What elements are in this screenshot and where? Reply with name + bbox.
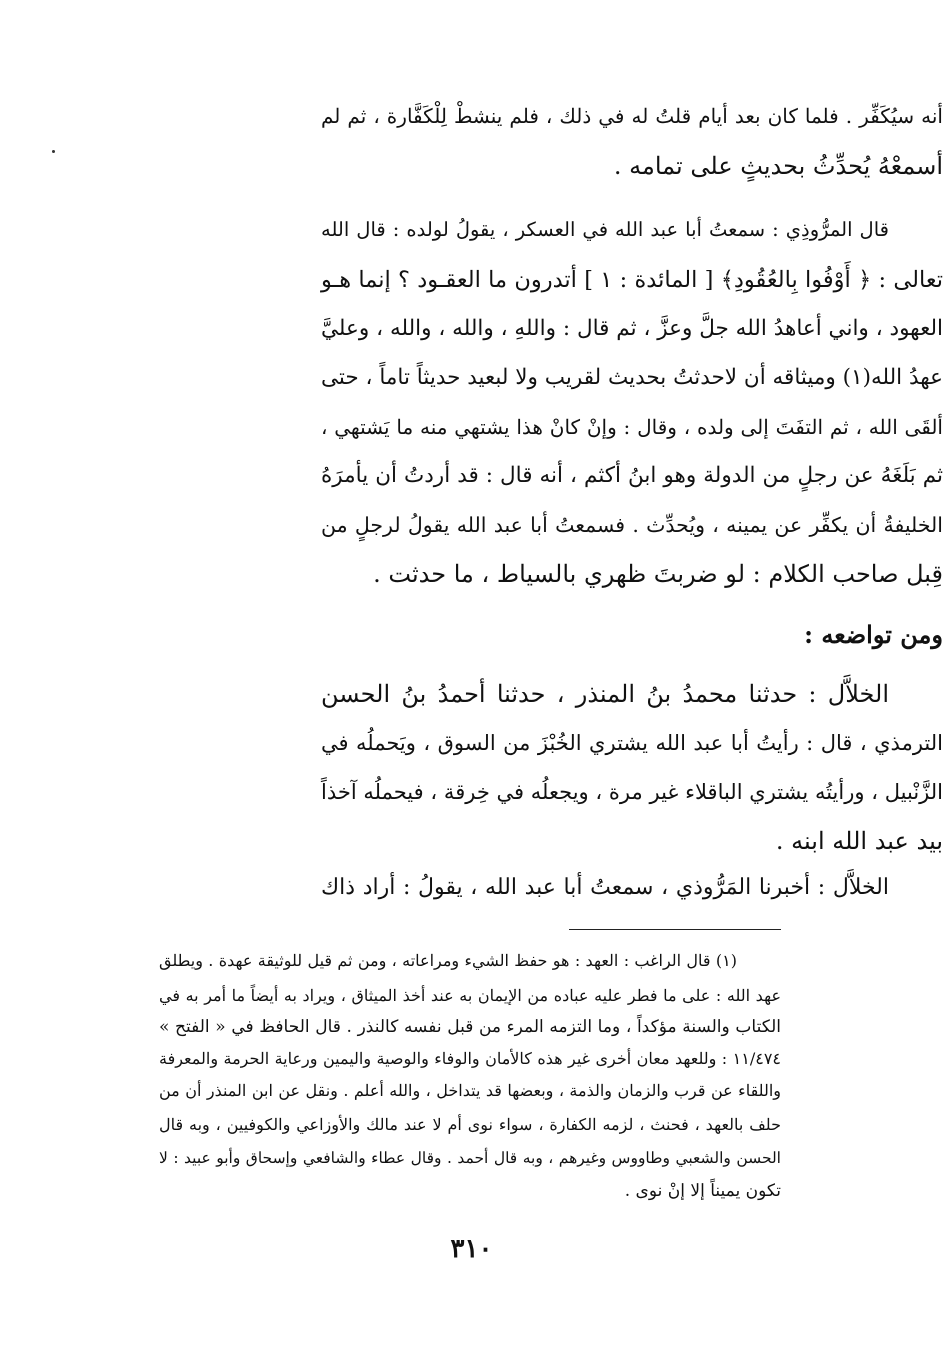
body-line-13: الترمذي ، قال : رأيتُ أبا عبد الله يشتري الخُبْزَ من السوق ، ويَحملُه في: [321, 731, 943, 755]
footnote-line-2: عهد الله : على ما فطر عليه عباده من الإيمان به عند أخذ الميثاق ، ويراد به أيضاً ما أمر به في: [159, 986, 782, 1005]
body-line-2: أسمعْهُ يُحدِّثُ بحديثٍ على تمامه .: [613, 152, 943, 180]
body-line-7: ألقَى الله ، ثم التفَتَ إلى ولده ، وقال : وإنْ كانْ هذا يشتهي منه ما يَشتهي ،: [321, 415, 943, 439]
body-line-5: العهود ، واني أعاهدُ الله جلَّ وعزَّ ، ثم قال : واللهِ ، والله ، والله ، وعليَّ: [321, 316, 943, 341]
scan-speck: [52, 150, 55, 153]
body-line-1: أنه سيُكَفِّر . فلما كان بعد أيام قلتُ له في ذلك ، فلم ينشطْ لِلْكَفَّارة ، ثم لم: [321, 104, 943, 128]
footnote-separator: [569, 929, 781, 930]
body-line-6: عهدُ الله(١) وميثاقه أن لاحدثتُ بحديث لقريب ولا لبعيد حديثاً تاماً ، حتى: [321, 365, 943, 390]
footnote-line-5: واللقاء عن قرب والزمان والذمة ، وبعضها قد يتداخل ، والله أعلم . ونقل عن ابن المنذر أن من: [159, 1081, 781, 1100]
body-line-3: قال المرُّوذِي : سمعتُ أبا عبد الله في العسكر ، يقولُ لولده : قال الله: [321, 218, 889, 241]
section-heading: ومن تواضعه :: [804, 620, 943, 649]
body-line-15: بيد عبد الله ابنه .: [775, 827, 943, 855]
footnote-line-1: (١) قال الراغب : العهد : هو حفظ الشيء ومراعاته ، ومن ثم قيل للوثيقة عهدة . ويطلق: [159, 951, 737, 970]
footnote-line-8: تكون يميناً إلا إنْ نوى .: [624, 1181, 781, 1201]
footnote-line-6: حلف بالعهد ، فحنث ، لزمه الكفارة ، سواء نوى أم لا عند مالك والأوزاعي والكوفيين ، وبه قال: [159, 1115, 781, 1134]
footnote-line-7: الحسن والشعبي وطاووس وغيرهم ، وبه قال أحمد . وقال عطاء والشافعي وإسحاق وأبو عبيد : لا: [159, 1149, 781, 1167]
body-line-16: الخلاَّل : أخبرنا المَرُّوذي ، سمعتُ أبا عبد الله ، يقولُ : أراد ذاك: [321, 875, 889, 900]
body-line-12: الخلاَّل : حدثنا محمدُ بنُ المنذر ، حدثنا أحمدُ بنُ الحسن: [321, 680, 889, 708]
page-number: ٣١٠: [450, 1234, 493, 1264]
body-line-10: قِبل صاحب الكلام : لو ضربتَ ظهري بالسياط ، ما حدثت .: [373, 560, 943, 588]
footnote-line-3: الكتاب والسنة مؤكداً ، وما التزمه المرء من قبل نفسه كالنذر . قال الحافظ في « الفتح »: [159, 1017, 781, 1037]
body-line-9: الخليفةُ أن يكفِّر عن يمينه ، ويُحدِّث . فسمعتُ أبا عبد الله يقولُ لرجلٍ من: [321, 513, 943, 537]
body-line-4: تعالى : ﴿ أَوْفُوا بِالعُقُودِ﴾ [ المائدة : ١ ] أتدرون ما العقـود ؟ إنما هـو: [321, 267, 943, 293]
footnote-line-4: ١١/٤٧٤ : وللعهد معان أخرى غير هذه كالأمان والوفاء والوصية واليمين ورعاية الحرمة والمعرفة: [159, 1049, 781, 1068]
body-line-14: الزَّنْبيل ، ورأيتُه يشتري الباقلاء غير مرة ، ويجعلُه في خِرقة ، فيحملُه آخذاً: [321, 780, 943, 804]
body-line-8: ثم بَلَغَهُ عن رجلٍ من الدولة وهو ابنُ أكثم ، أنه قال : قد أردتُ أن يأمرَهُ: [321, 463, 943, 488]
